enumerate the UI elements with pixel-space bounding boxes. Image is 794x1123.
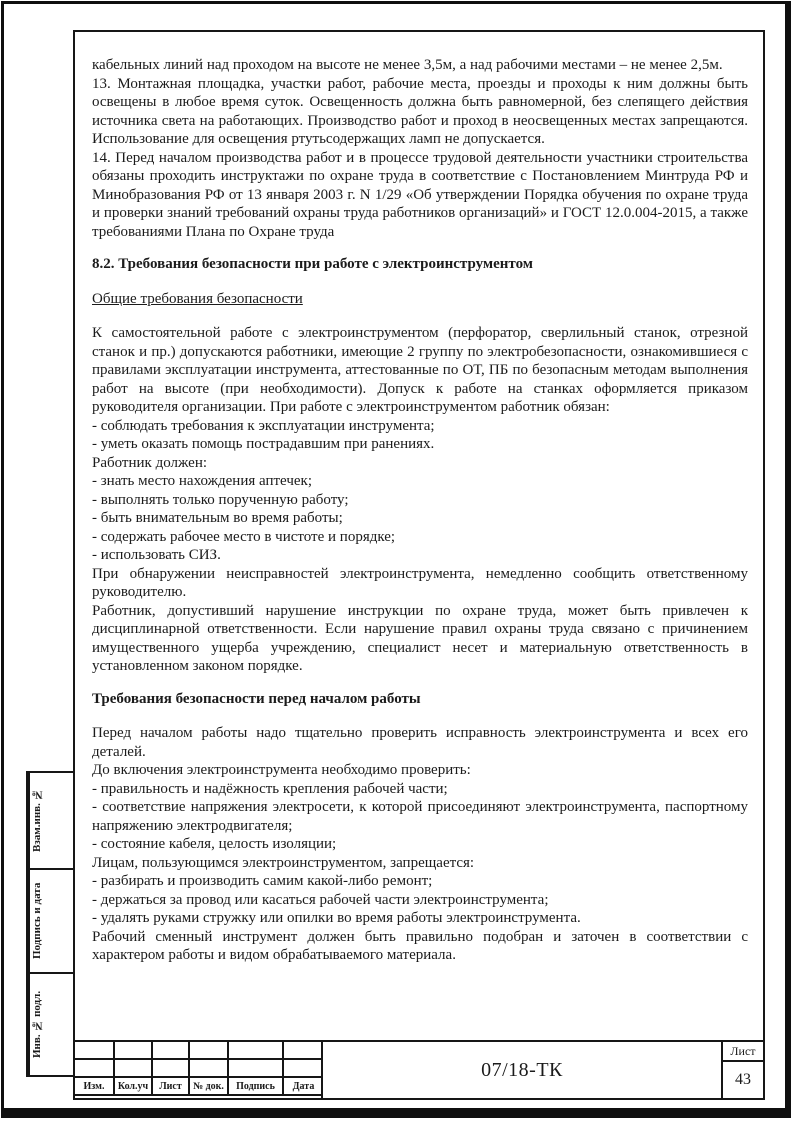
list-line: - быть внимательным во время работы; — [92, 510, 343, 526]
paragraph: Рабочий сменный инструмент должен быть правильно подобран и заточен в соответствии с характером работы и видом обрабатываемого материала. — [92, 928, 748, 963]
document-body — [92, 56, 748, 1020]
section-heading: 8.2. Требования безопасности при работе с электроинструментом — [92, 256, 534, 272]
list-line: - знать место нахождения аптечек; — [92, 473, 312, 489]
revision-table — [73, 1040, 325, 1096]
list-line: - использовать СИЗ. — [92, 547, 221, 563]
document-number-cell — [321, 1040, 723, 1100]
revision-table-header-cell: № док. — [189, 1077, 228, 1095]
sheet-label: Лист — [723, 1042, 763, 1062]
subsection-heading: Общие требования безопасности — [92, 290, 303, 307]
sidebar-cell-label: Инв. № подл. — [28, 974, 45, 1075]
list-line: - соблюдать требования к эксплуатации инструмента; — [92, 417, 435, 434]
title-block-footer — [73, 1040, 765, 1100]
paragraph: Работник, допустивший нарушение инструкции по охране труда, может быть привлечен к дисциплинарной ответственности. Если нарушение правил охраны труда связано с причинением имущественного ущерба учреждению, специалист несет и материальную ответственность в установленном законом порядке. — [92, 602, 748, 674]
paragraph: К самостоятельной работе с электроинструментом (перфоратор, сверлильный станок, отрезной станок и пр.) допускаются работники, имеющие 2 группу по электробезопасности, ознакомившиеся с правилами эксплуатации инструмента, аттестованные по ОТ, ПБ по безопасным методам выполнения работ на высоте (при необходимости). Допуск к работе на станках оформляется приказом руководителя организации. При работе с электроинструментом работник обязан: — [92, 325, 748, 415]
list-line: Лицам, пользующимся электроинструментом, запрещается: — [92, 854, 475, 871]
paragraph: Перед началом работы надо тщательно проверить исправность электроинструмента и всех его деталей. — [92, 725, 748, 760]
revision-table-empty-cell — [189, 1041, 228, 1059]
list-line: Работник должен: — [92, 454, 208, 471]
revision-table-empty-cell — [189, 1059, 228, 1077]
list-line: - содержать рабочее место в чистоте и порядке; — [92, 528, 396, 545]
revision-table-header-cell: Лист — [152, 1077, 189, 1095]
sidebar-cell — [26, 972, 75, 1077]
sidebar-cell-label: Подпись и дата — [28, 870, 45, 972]
revision-table-empty-cell — [152, 1041, 189, 1059]
revision-table-empty-cell — [114, 1041, 152, 1059]
sidebar-cell — [26, 771, 75, 870]
document-number: 07/18-ТК — [481, 1058, 563, 1081]
revision-table-empty-cell — [74, 1059, 114, 1077]
list-line: - разбирать и производить самим какой-либо ремонт; — [92, 873, 433, 889]
list-line: - правильность и надёжность крепления рабочей части; — [92, 780, 448, 797]
list-line: - выполнять только порученную работу; — [92, 491, 349, 508]
sheet-number: 43 — [735, 1071, 751, 1088]
paragraph: При обнаружении неисправностей электроинструмента, немедленно сообщить ответственному руководителю. — [92, 565, 748, 600]
list-line: - держаться за провод или касаться рабочей части электроинструмента; — [92, 891, 549, 908]
paragraph: - соответствие напряжения электросети, к которой присоединяют электроинструмента, паспортному напряжению электродвигателя; — [92, 799, 748, 834]
revision-table-empty-cell — [228, 1059, 283, 1077]
sidebar-cell-label: Взам.инв. № — [28, 773, 45, 868]
revision-table-header-cell: Кол.уч — [114, 1077, 152, 1095]
revision-table-empty-cell — [74, 1041, 114, 1059]
document-frame — [73, 30, 765, 1100]
section-heading: Требования безопасности перед началом работы — [92, 690, 421, 707]
paragraph: 13. Монтажная площадка, участки работ, рабочие места, проезды и проходы к ним должны быть освещены в любое время суток. Освещенность должна быть равномерной, без слепящего действия источника света на работающих. Производство работ и проход в неосвещенных местах запрещаются. Использование для освещения ртутьсодержащих ламп не допускается. — [92, 75, 748, 147]
revision-table-header-cell: Подпись — [228, 1077, 283, 1095]
title-block-sidebar — [26, 773, 75, 1077]
paragraph: кабельных линий над проходом на высоте не менее 3,5м, а над рабочими местами – не менее 2,5м. — [92, 57, 723, 73]
list-line: - удалять руками стружку или опилки во время работы электроинструмента. — [92, 910, 581, 926]
revision-table-empty-cell — [114, 1059, 152, 1077]
sheet-box — [721, 1040, 765, 1100]
paragraph: 14. Перед началом производства работ и в процессе трудовой деятельности участники строительства обязаны проходить инструктажи по охране труда в соответствие с Постановлением Минтруда РФ и Минобразования РФ от 13 января 2003 г. N 1/29 «Об утверждении Порядка обучения по охране труда и проверки знаний требований охраны труда работников организаций» и ГОСТ 12.0.004-2015, а также требованиями Плана по Охране труда — [92, 149, 748, 240]
revision-table-header-cell: Дата — [283, 1077, 324, 1095]
revision-table-empty-cell — [283, 1059, 324, 1077]
list-line: До включения электроинструмента необходимо проверить: — [92, 762, 471, 778]
sidebar-cell — [26, 868, 75, 974]
revision-table-header-cell: Изм. — [74, 1077, 114, 1095]
revision-table-empty-cell — [228, 1041, 283, 1059]
revision-table-empty-cell — [152, 1059, 189, 1077]
list-line: - состояние кабеля, целость изоляции; — [92, 836, 337, 852]
revision-table-empty-cell — [283, 1041, 324, 1059]
list-line: - уметь оказать помощь пострадавшим при ранениях. — [92, 436, 435, 452]
